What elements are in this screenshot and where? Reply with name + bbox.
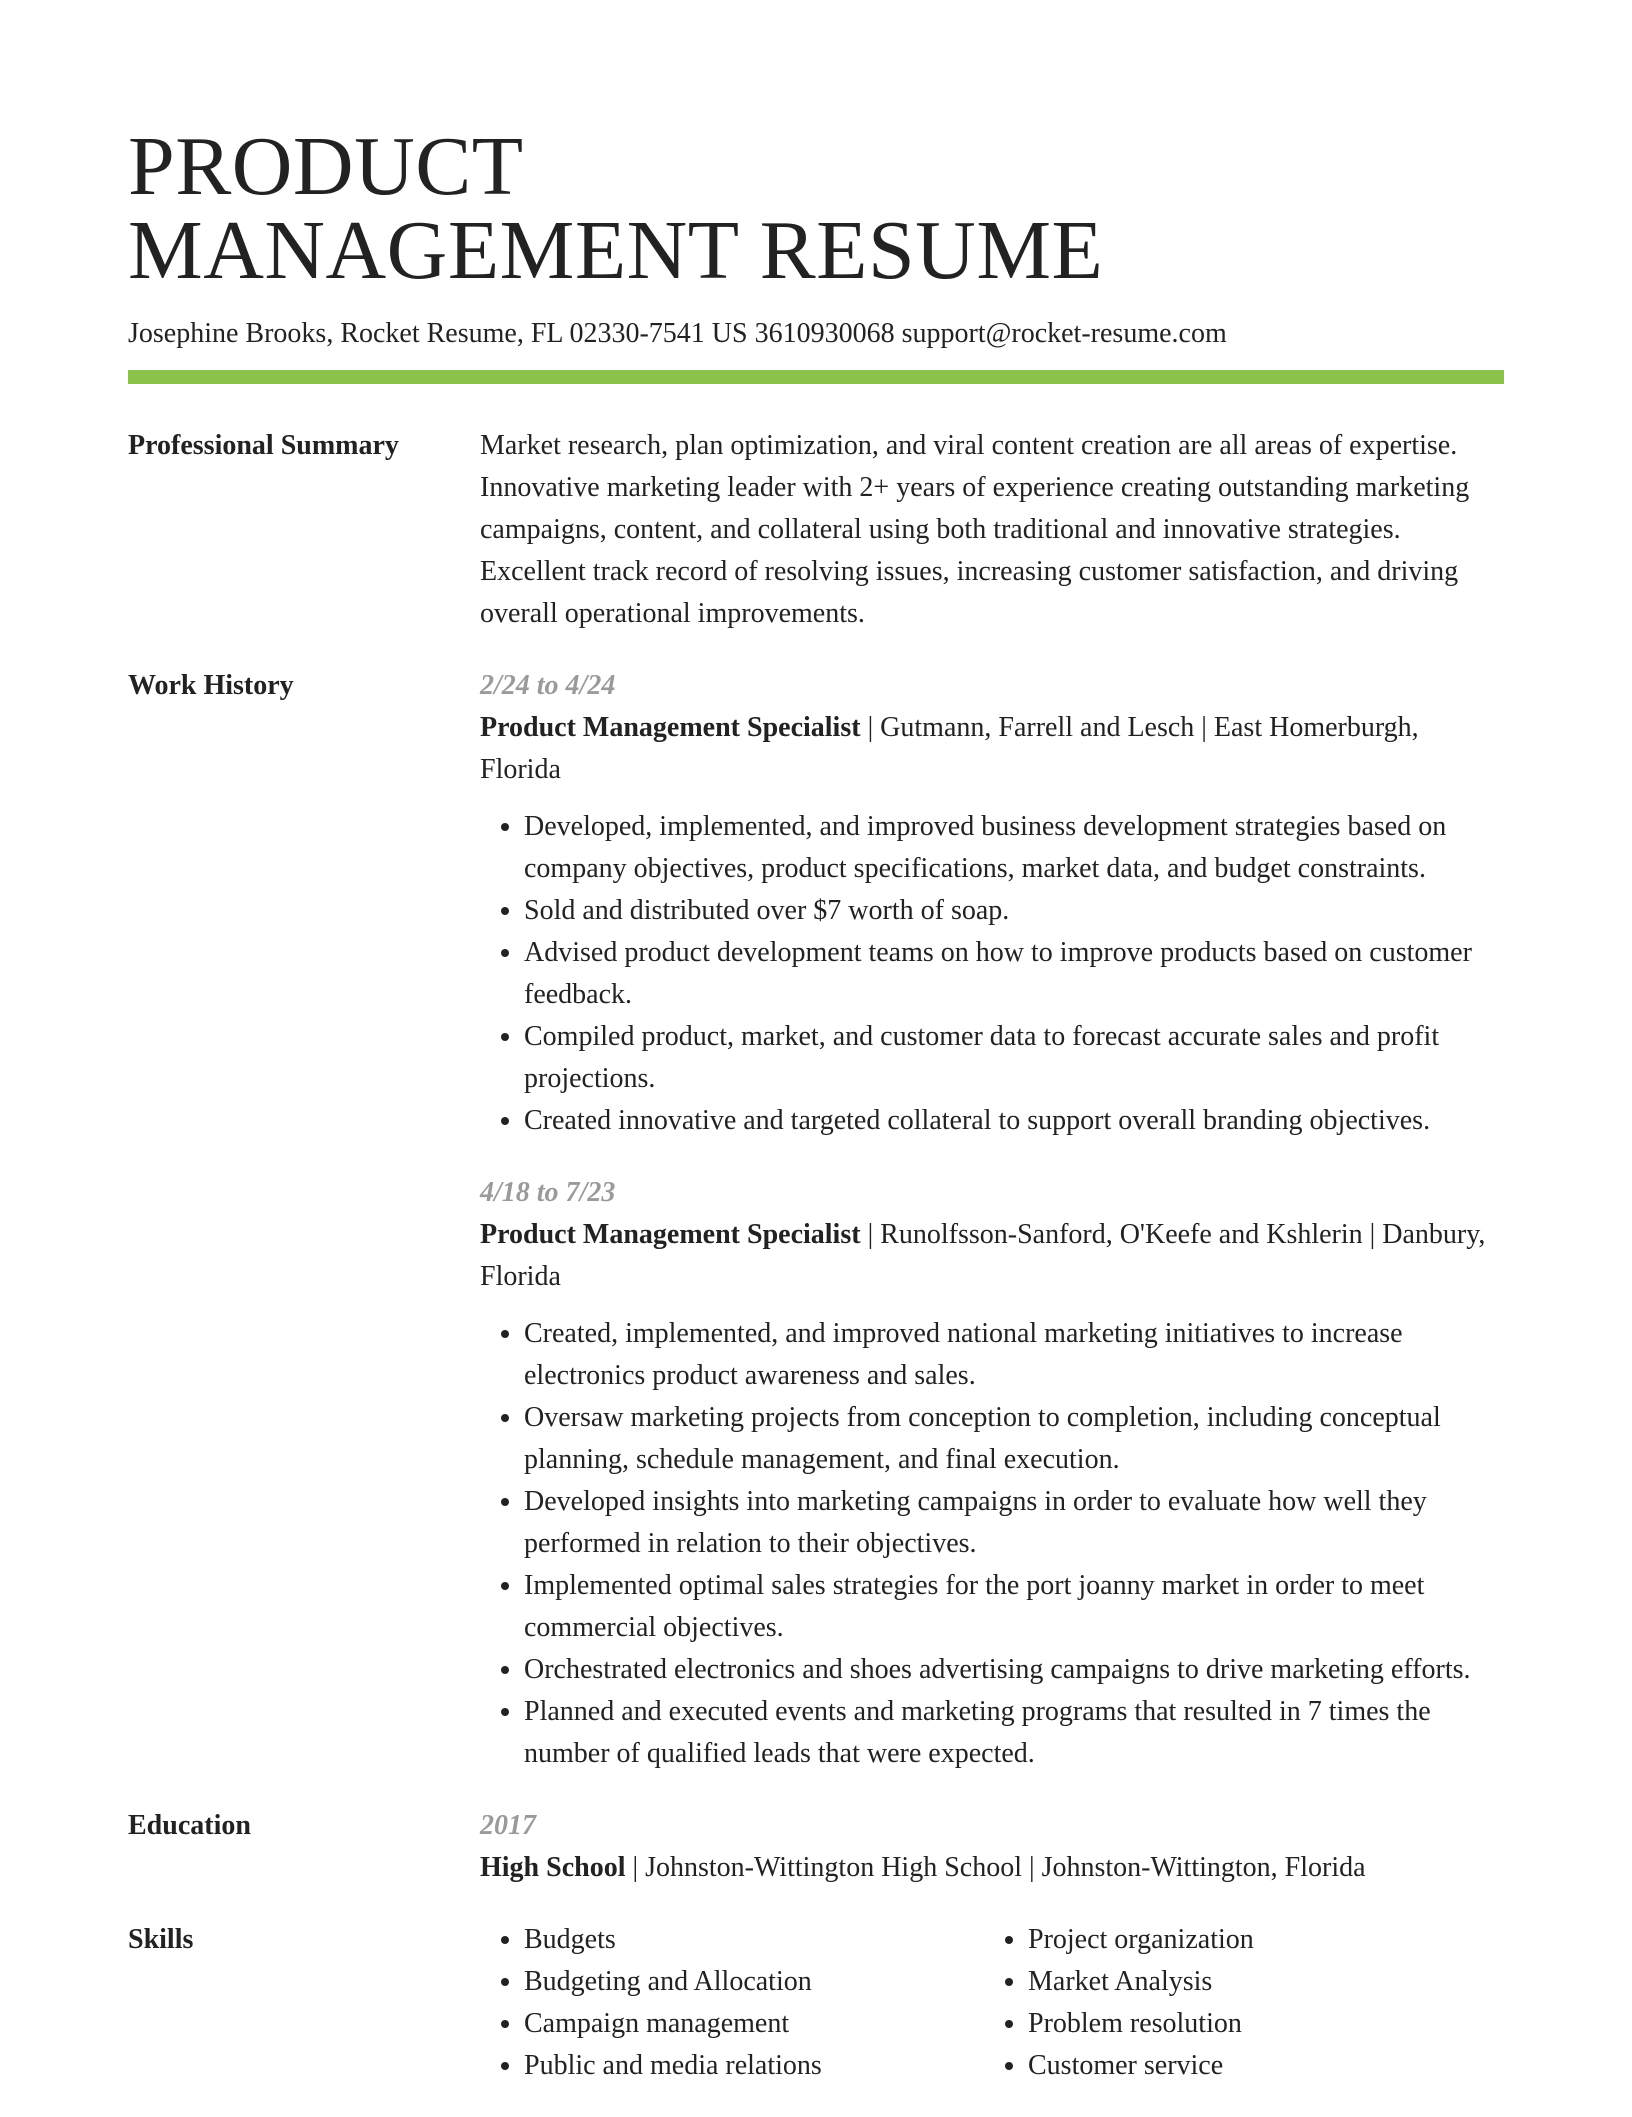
- skill-item: • Campaign management: [524, 2003, 984, 2045]
- job-bullet: • Created innovative and targeted collateral to support overall branding objectives.: [524, 1100, 1504, 1142]
- education-body: [480, 1805, 1504, 1889]
- skill-item: • Budgeting and Allocation: [524, 1961, 984, 2003]
- accent-divider: [128, 370, 1504, 384]
- job-bullet: • Sold and distributed over $7 worth of soap.: [524, 890, 1504, 932]
- resume-title-line-1: PRODUCT: [128, 120, 524, 213]
- skills-body: [480, 1919, 1504, 2087]
- skills-section: [128, 1919, 1504, 2087]
- job-bullets: [480, 1313, 1504, 1775]
- job-entry: [480, 1172, 1504, 1775]
- job-bullet: • Created, implemented, and improved national marketing initiatives to increase electronics product awareness and sales.: [524, 1313, 1504, 1397]
- job-bullet: • Advised product development teams on how to improve products based on customer feedback.: [524, 932, 1504, 1016]
- work-history-body: [480, 665, 1504, 1775]
- summary-section: [128, 425, 1504, 635]
- job-dates: 4/18 to 7/23: [480, 1177, 616, 1208]
- contact-info: Josephine Brooks, Rocket Resume, FL 02330-7541 US 3610930068 support@rocket-resume.com: [128, 318, 1227, 349]
- resume-title-line-2: MANAGEMENT RESUME: [128, 204, 1104, 297]
- skills-column-2: [984, 1919, 1488, 2087]
- resume-page: [128, 120, 1504, 2117]
- job-bullets: [480, 806, 1504, 1142]
- education-section: [128, 1805, 1504, 1889]
- summary-body: [480, 425, 1504, 635]
- skill-item: • Market Analysis: [1028, 1961, 1488, 2003]
- skills-column-1: [480, 1919, 984, 2087]
- job-bullet: • Implemented optimal sales strategies for the port joanny market in order to meet commercial objectives.: [524, 1565, 1504, 1649]
- job-bullet: • Oversaw marketing projects from conception to completion, including conceptual planning, schedule management, and final execution.: [524, 1397, 1504, 1481]
- education-school-location: | Johnston-Wittington High School | Johnston-Wittington, Florida: [625, 1852, 1366, 1883]
- education-line: [480, 1847, 1504, 1889]
- job-title: Product Management Specialist: [480, 1219, 861, 1250]
- skills-grid: [480, 1919, 1504, 2087]
- job-bullet: • Developed insights into marketing campaigns in order to evaluate how well they performed in relation to their objectives.: [524, 1481, 1504, 1565]
- job-company-location: | Runolfsson-Sanford, O'Keefe and Kshlerin | Danbury, Florida: [480, 1219, 1486, 1292]
- skill-item: • Public and media relations: [524, 2045, 984, 2087]
- job-role-line: [480, 707, 1504, 791]
- summary-text: Market research, plan optimization, and viral content creation are all areas of expertise. Innovative marketing leader with 2+ years of experience creating outstanding marketing campaigns, content, and collateral using both traditional and innovative strategies. Excellent track record of resolving issues, increasing customer satisfaction, and driving overall operational improvements.: [480, 430, 1470, 629]
- work-history-section: [128, 665, 1504, 1775]
- education-label: Education: [128, 1810, 251, 1841]
- job-bullet: • Developed, implemented, and improved business development strategies based on company objectives, product specifications, market data, and budget constraints.: [524, 806, 1504, 890]
- resume-sections: [128, 425, 1504, 2087]
- job-bullet: • Planned and executed events and marketing programs that resulted in 7 times the number of qualified leads that were expected.: [524, 1691, 1504, 1775]
- skills-label: Skills: [128, 1924, 194, 1955]
- skill-item: • Budgets: [524, 1919, 984, 1961]
- resume-title: [128, 120, 1504, 297]
- skill-item: • Problem resolution: [1028, 2003, 1488, 2045]
- skill-item: • Customer service: [1028, 2045, 1488, 2087]
- job-title: Product Management Specialist: [480, 712, 861, 743]
- education-degree: High School: [480, 1852, 626, 1883]
- job-bullet: • Orchestrated electronics and shoes advertising campaigns to drive marketing efforts.: [524, 1649, 1504, 1691]
- skill-item: • Project organization: [1028, 1919, 1488, 1961]
- education-year: 2017: [480, 1810, 536, 1841]
- job-bullet: • Compiled product, market, and customer data to forecast accurate sales and profit projections.: [524, 1016, 1504, 1100]
- job-entry: [480, 665, 1504, 1142]
- job-company-location: | Gutmann, Farrell and Lesch | East Homerburgh, Florida: [480, 712, 1419, 785]
- job-role-line: [480, 1214, 1504, 1298]
- work-history-label: Work History: [128, 670, 294, 701]
- summary-label: Professional Summary: [128, 430, 399, 461]
- job-dates: 2/24 to 4/24: [480, 670, 616, 701]
